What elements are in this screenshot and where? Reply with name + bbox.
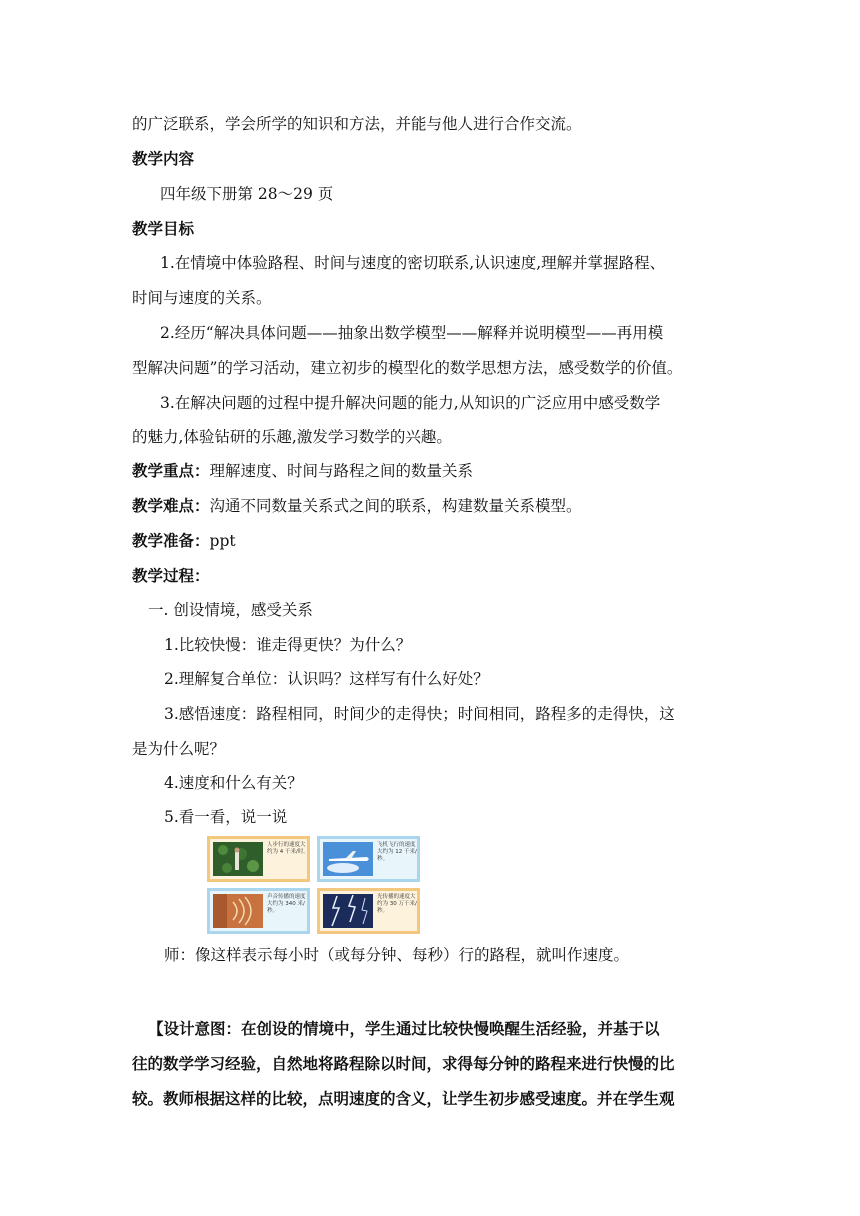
- text-line: 3.感悟速度：路程相同，时间少的走得快；时间相同，路程多的走得快，这: [164, 705, 675, 723]
- section-heading: 教学过程：: [132, 567, 210, 585]
- plane-speed-caption: 飞机飞行的速度大约为 12 千米/秒。: [377, 842, 417, 862]
- sound-speed-card: [207, 888, 310, 934]
- preparation: [132, 530, 236, 552]
- section-heading: 教学目标: [132, 220, 195, 238]
- text-line: 2.经历“解决具体问题——抽象出数学模型——解释并说明模型——再用模: [160, 324, 664, 342]
- text-line: 3.在解决问题的过程中提升解决问题的能力,从知识的广泛应用中感受数学: [160, 394, 661, 412]
- light-speed-card: [317, 888, 420, 934]
- speed-examples-figure: [207, 836, 423, 936]
- text-line: 1.在情境中体验路程、时间与速度的密切联系,认识速度,理解并掌握路程、: [160, 254, 666, 272]
- text-line: 时间与速度的关系。: [132, 289, 272, 307]
- text-line: 是为什么呢？: [132, 740, 226, 758]
- text-line: 四年级下册第 28～29 页: [160, 185, 334, 203]
- difficulty-text: 沟通不同数量关系式之间的联系，构建数量关系模型。: [209, 497, 582, 515]
- walking-person-image: [213, 842, 263, 876]
- key-point-text: 理解速度、时间与路程之间的数量关系: [209, 462, 474, 480]
- text-line: 1.比较快慢：谁走得更快？为什么？: [164, 636, 412, 654]
- preparation-label: 教学准备：: [132, 532, 210, 550]
- text-line: 2.理解复合单位：认识吗？这样写有什么好处？: [164, 670, 489, 688]
- text-line: 的广泛联系，学会所学的知识和方法，并能与他人进行合作交流。: [132, 115, 582, 133]
- walking-speed-card: [207, 836, 310, 882]
- walking-speed-caption: 人步行的速度大约为 4 千米/时。: [267, 842, 309, 855]
- airplane-image: [323, 842, 373, 876]
- text-line: 型解决问题”的学习活动，建立初步的模型化的数学思想方法，感受数学的价值。: [132, 359, 683, 377]
- plane-speed-card: [317, 836, 420, 882]
- design-intent-line: 较。教师根据这样的比较，点明速度的含义，让学生初步感受速度。并在学生观: [132, 1090, 675, 1108]
- sound-waves-image: [213, 894, 263, 928]
- sound-speed-caption: 声音传播的速度大约为 340 米/秒。: [267, 894, 306, 914]
- lightning-image: [323, 894, 373, 928]
- step-heading: 一. 创设情境，感受关系: [148, 601, 313, 619]
- difficulty: [132, 495, 582, 517]
- preparation-text: ppt: [209, 532, 236, 550]
- key-point-label: 教学重点：: [132, 462, 210, 480]
- difficulty-label: 教学难点：: [132, 497, 210, 515]
- key-point: [132, 460, 473, 482]
- teacher-line: 师：像这样表示每小时（或每分钟、每秒）行的路程，就叫作速度。: [164, 946, 630, 964]
- text-line: 5.看一看，说一说: [164, 808, 288, 826]
- light-speed-caption: 光传播的速度大约为 30 万千米/秒。: [377, 894, 417, 914]
- text-line: 的魅力,体验钻研的乐趣,激发学习数学的兴趣。: [132, 428, 452, 446]
- design-intent-line: 往的数学学习经验，自然地将路程除以时间，求得每分钟的路程来进行快慢的比: [132, 1055, 675, 1073]
- design-intent-line: 【设计意图：在创设的情境中，学生通过比较快慢唤醒生活经验，并基于以: [148, 1020, 660, 1038]
- text-line: 4.速度和什么有关？: [164, 774, 303, 792]
- section-heading: 教学内容: [132, 150, 195, 168]
